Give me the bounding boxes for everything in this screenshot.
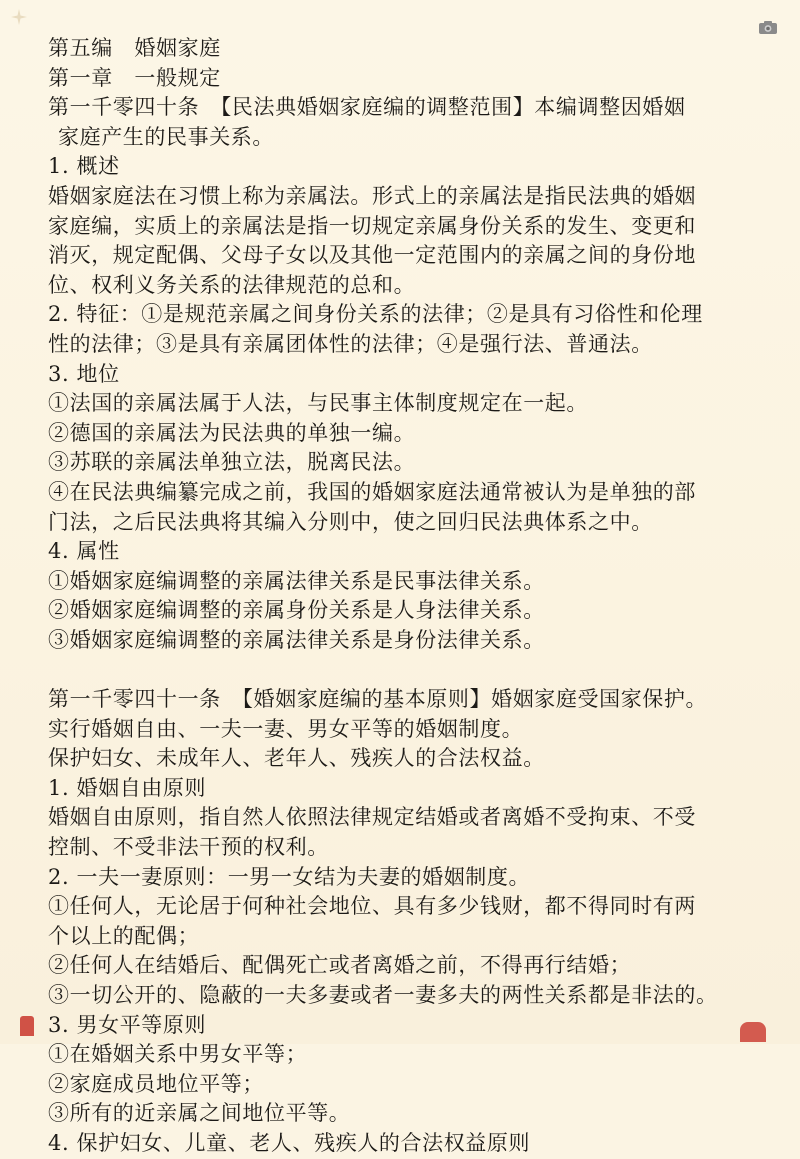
section-heading: 2. 一夫一妻原则：一男一女结为夫妻的婚姻制度。	[48, 864, 531, 889]
section-heading: 1. 概述	[48, 154, 120, 179]
chapter-title: 第一章 一般规定	[48, 65, 221, 90]
list-item: ②德国的亲属法为民法典的单独一编。	[48, 420, 416, 445]
section-heading: 3. 地位	[48, 361, 120, 386]
text-line: 消灭，规定配偶、父母子女以及其他一定范围内的亲属之间的身份地	[48, 243, 696, 268]
blank-line	[48, 655, 783, 685]
bottom-left-decoration	[20, 1016, 34, 1036]
list-item: ①法国的亲属法属于人法，与民事主体制度规定在一起。	[48, 391, 588, 416]
text-line: 性的法律；③是具有亲属团体性的法律；④是强行法、普通法。	[48, 331, 653, 356]
section-heading: 3. 男女平等原则	[48, 1012, 207, 1037]
text-line: 婚姻家庭法在习惯上称为亲属法。形式上的亲属法是指民法典的婚姻	[48, 183, 696, 208]
list-item: ①在婚姻关系中男女平等；	[48, 1042, 308, 1067]
list-item: ③一切公开的、隐蔽的一夫多妻或者一妻多夫的两性关系都是非法的。	[48, 983, 718, 1007]
article-1041-heading: 第一千零四十一条 【婚姻家庭编的基本原则】婚姻家庭受国家保护。	[48, 687, 708, 712]
section-heading: 4. 属性	[48, 539, 120, 564]
text-line: 保护妇女、未成年人、老年人、残疾人的合法权益。	[48, 746, 545, 771]
sparkle-icon	[10, 8, 28, 26]
list-item: ③所有的近亲属之间地位平等。	[48, 1101, 351, 1126]
text-line: 实行婚姻自由、一夫一妻、男女平等的婚姻制度。	[48, 716, 524, 741]
text-line: 位、权利义务关系的法律规范的总和。	[48, 272, 416, 297]
list-item: ②家庭成员地位平等；	[48, 1071, 264, 1096]
bottom-right-decoration	[740, 1022, 766, 1042]
list-item: ①任何人，无论居于何种社会地位、具有多少钱财，都不得同时有两	[48, 894, 696, 919]
section-heading: 1. 婚姻自由原则	[48, 775, 207, 800]
text-line: 门法，之后民法典将其编入分则中，使之回归民法典体系之中。	[48, 509, 653, 534]
list-item: ④在民法典编纂完成之前，我国的婚姻家庭法通常被认为是单独的部	[48, 479, 696, 504]
camera-icon	[758, 20, 778, 35]
section-heading: 2. 特征：①是规范亲属之间身份关系的法律；②是具有习俗性和伦理	[48, 302, 703, 327]
list-item: ①婚姻家庭编调整的亲属法律关系是民事法律关系。	[48, 568, 545, 593]
text-line: 婚姻自由原则，指自然人依照法律规定结婚或者离婚不受拘束、不受	[48, 805, 696, 830]
book-title: 第五编 婚姻家庭	[48, 36, 221, 60]
list-item: ③婚姻家庭编调整的亲属法律关系是身份法律关系。	[48, 627, 545, 652]
section-heading: 4. 保护妇女、儿童、老人、残疾人的合法权益原则	[48, 1130, 531, 1155]
text-line: 个以上的配偶；	[48, 923, 200, 948]
article-1040-heading: 第一千零四十条 【民法典婚姻家庭编的调整范围】本编调整因婚姻	[48, 95, 686, 120]
list-item: ②任何人在结婚后、配偶死亡或者离婚之前，不得再行结婚；	[48, 953, 632, 978]
text-line: 控制、不受非法干预的权利。	[48, 835, 329, 860]
text-line: 家庭产生的民事关系。	[58, 124, 274, 149]
text-line: 家庭编，实质上的亲属法是指一切规定亲属身份关系的发生、变更和	[48, 213, 696, 238]
list-item: ③苏联的亲属法单独立法，脱离民法。	[48, 450, 416, 475]
document-body	[48, 34, 783, 1159]
list-item: ②婚姻家庭编调整的亲属身份关系是人身法律关系。	[48, 598, 545, 623]
